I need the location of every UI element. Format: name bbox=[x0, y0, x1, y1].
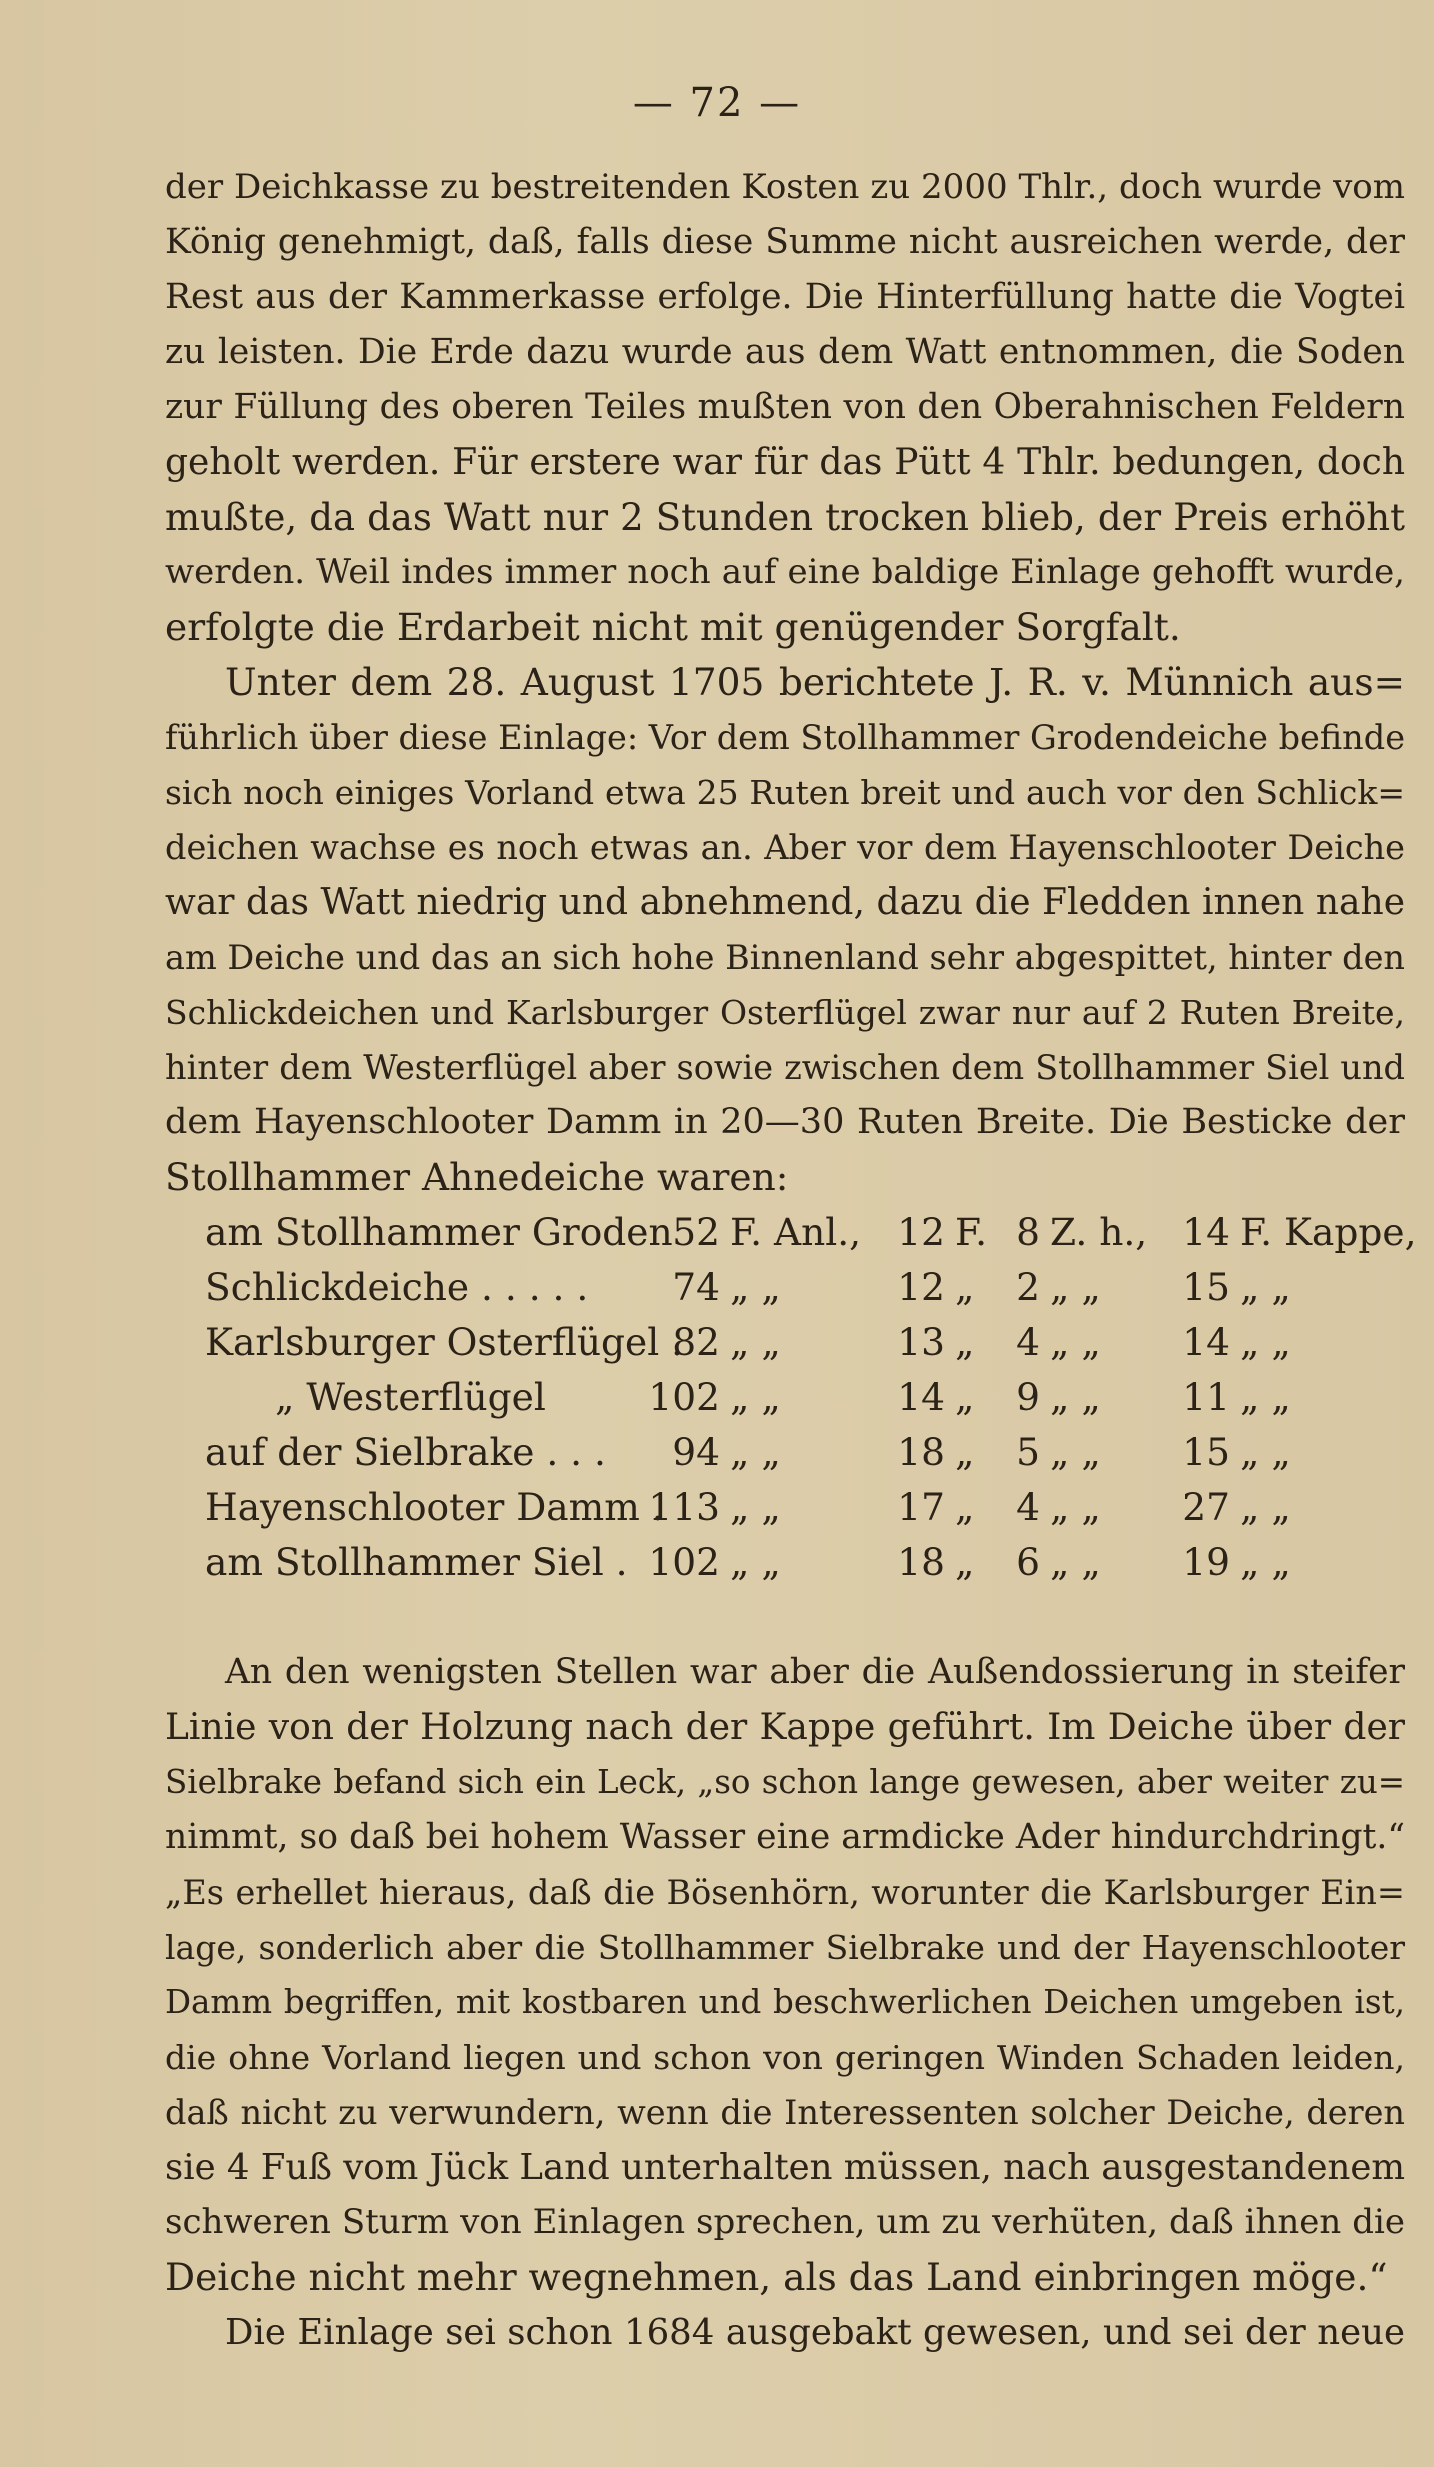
cell-unit: „ „ bbox=[730, 1430, 781, 1474]
row-label: „ Westerflügel bbox=[275, 1375, 546, 1419]
cell-value: 11 bbox=[1182, 1375, 1230, 1419]
cell-value: 12 bbox=[897, 1210, 945, 1254]
text-line: erfolgte die Erdarbeit nicht mit genügender Sorgfalt. bbox=[165, 605, 1181, 649]
cell-unit: „ „ bbox=[730, 1265, 781, 1309]
cell-unit: „ „ bbox=[730, 1375, 781, 1419]
cell-value: 14 bbox=[1182, 1210, 1230, 1254]
cell-unit: „ bbox=[955, 1265, 975, 1309]
cell-value: 19 bbox=[1182, 1540, 1230, 1584]
text-line: schweren Sturm von Einlagen sprechen, um zu verhüten, daß ihnen die bbox=[165, 2202, 1405, 2242]
row-label: auf der Sielbrake . . . bbox=[205, 1430, 606, 1474]
text-line: dem Hayenschlooter Damm in 20—30 Ruten Breite. Die Besticke der bbox=[165, 1102, 1405, 1142]
cell-unit: „ „ bbox=[1240, 1375, 1291, 1419]
cell-unit: Z. h., bbox=[1050, 1210, 1148, 1254]
cell-value: 4 bbox=[1016, 1320, 1040, 1364]
cell-value: 113 bbox=[648, 1485, 720, 1529]
cell-unit: „ bbox=[955, 1320, 975, 1364]
cell-value: 4 bbox=[1016, 1485, 1040, 1529]
cell-unit: „ „ bbox=[1240, 1320, 1291, 1364]
text-line: Stollhammer Ahnedeiche waren: bbox=[165, 1155, 789, 1199]
table-row bbox=[165, 1205, 1417, 1260]
cell-unit: „ „ bbox=[1050, 1265, 1101, 1309]
text-line: hinter dem Westerflügel aber sowie zwischen dem Stollhammer Siel und bbox=[165, 1048, 1405, 1087]
row-label: Schlickdeiche . . . . . bbox=[205, 1265, 589, 1309]
text-line: am Deiche und das an sich hohe Binnenland sehr abgespittet, hinter den bbox=[165, 938, 1405, 977]
text-line: zur Füllung des oberen Teiles mußten von den Oberahnischen Feldern bbox=[165, 387, 1405, 427]
cell-value: 15 bbox=[1182, 1430, 1230, 1474]
text-line: Unter dem 28. August 1705 berichtete J. R. v. Münnich aus= bbox=[225, 660, 1405, 704]
text-line: geholt werden. Für erstere war für das Pütt 4 Thlr. bedungen, doch bbox=[165, 442, 1405, 483]
text-line: daß nicht zu verwundern, wenn die Interessenten solcher Deiche, deren bbox=[165, 2093, 1405, 2132]
cell-unit: F. Kappe, bbox=[1240, 1210, 1417, 1254]
cell-value: 102 bbox=[648, 1375, 720, 1419]
table-row bbox=[165, 1260, 1405, 1315]
cell-value: 27 bbox=[1182, 1485, 1230, 1529]
cell-unit: F. bbox=[955, 1210, 988, 1254]
text-line: Linie von der Holzung nach der Kappe geführt. Im Deiche über der bbox=[165, 1707, 1405, 1748]
text-line: war das Watt niedrig und abnehmend, dazu die Fledden innen nahe bbox=[165, 882, 1405, 923]
paragraph-4 bbox=[165, 2305, 1405, 2360]
table-row bbox=[165, 1535, 1405, 1590]
cell-value: 74 bbox=[672, 1265, 720, 1309]
text-line: sich noch einiges Vorland etwa 25 Ruten breit und auch vor den Schlick= bbox=[165, 773, 1405, 812]
cell-unit: „ bbox=[955, 1540, 975, 1584]
paragraph-1 bbox=[165, 160, 1405, 655]
cell-value: 5 bbox=[1016, 1430, 1040, 1474]
text-line: zu leisten. Die Erde dazu wurde aus dem Watt entnommen, die Soden bbox=[165, 332, 1405, 372]
cell-unit: „ bbox=[955, 1430, 975, 1474]
cell-unit: „ „ bbox=[1240, 1430, 1291, 1474]
paragraph-3 bbox=[165, 1645, 1405, 2305]
table-row bbox=[165, 1480, 1405, 1535]
text-line: Deiche nicht mehr wegnehmen, als das Land einbringen möge.“ bbox=[165, 2255, 1388, 2299]
text-line: führlich über diese Einlage: Vor dem Stollhammer Grodendeiche befinde bbox=[165, 718, 1406, 757]
text-line: lage, sonderlich aber die Stollhammer Sielbrake und der Hayenschlooter bbox=[165, 1928, 1405, 1967]
table-row bbox=[165, 1315, 1405, 1370]
cell-unit: „ „ bbox=[1050, 1320, 1101, 1364]
row-label: am Stollhammer Siel . bbox=[205, 1540, 628, 1584]
text-line: die ohne Vorland liegen und schon von geringen Winden Schaden leiden, bbox=[165, 2038, 1405, 2077]
body-text bbox=[165, 160, 1417, 2360]
text-line: „Es erhellet hieraus, daß die Bösenhörn, worunter die Karlsburger Ein= bbox=[165, 1873, 1405, 1912]
dike-dimensions-table bbox=[165, 1205, 1417, 1645]
cell-value: 94 bbox=[672, 1430, 720, 1474]
cell-unit: „ „ bbox=[1050, 1375, 1101, 1419]
cell-unit: „ „ bbox=[730, 1540, 781, 1584]
text-line: Rest aus der Kammerkasse erfolge. Die Hinterfüllung hatte die Vogtei bbox=[165, 277, 1405, 317]
page-number: — 72 — bbox=[632, 80, 802, 126]
cell-value: 2 bbox=[1016, 1265, 1040, 1309]
row-label: am Stollhammer Groden bbox=[205, 1210, 673, 1254]
text-line: Schlickdeichen und Karlsburger Osterflügel zwar nur auf 2 Ruten Breite, bbox=[165, 993, 1405, 1032]
cell-value: 102 bbox=[648, 1540, 720, 1584]
cell-value: 8 bbox=[1016, 1210, 1040, 1254]
cell-unit: „ bbox=[955, 1375, 975, 1419]
cell-value: 13 bbox=[897, 1320, 945, 1364]
cell-unit: „ bbox=[955, 1485, 975, 1529]
text-line: mußte, da das Watt nur 2 Stunden trocken blieb, der Preis erhöht bbox=[165, 496, 1405, 539]
cell-value: 14 bbox=[1182, 1320, 1230, 1364]
cell-unit: „ „ bbox=[1050, 1485, 1101, 1529]
cell-value: 17 bbox=[897, 1485, 945, 1529]
table-row bbox=[165, 1425, 1405, 1480]
cell-value: 15 bbox=[1182, 1265, 1230, 1309]
text-line: der Deichkasse zu bestreitenden Kosten zu 2000 Thlr., doch wurde vom bbox=[165, 167, 1405, 207]
cell-unit: „ „ bbox=[1050, 1430, 1101, 1474]
cell-unit: F. Anl., bbox=[730, 1210, 862, 1254]
cell-value: 12 bbox=[897, 1265, 945, 1309]
cell-value: 14 bbox=[897, 1375, 945, 1419]
cell-unit: „ „ bbox=[1240, 1485, 1291, 1529]
paragraph-2 bbox=[165, 655, 1405, 1205]
cell-unit: „ „ bbox=[730, 1485, 781, 1529]
cell-unit: „ „ bbox=[730, 1320, 781, 1364]
text-line: An den wenigsten Stellen war aber die Außendossierung in steifer bbox=[225, 1652, 1405, 1692]
cell-unit: „ „ bbox=[1240, 1540, 1291, 1584]
row-label: Karlsburger Osterflügel . bbox=[205, 1320, 684, 1364]
text-line: Damm begriffen, mit kostbaren und beschwerlichen Deichen umgeben ist, bbox=[165, 1983, 1405, 2021]
text-line: König genehmigt, daß, falls diese Summe nicht ausreichen werde, der bbox=[165, 222, 1405, 262]
cell-unit: „ „ bbox=[1240, 1265, 1291, 1309]
text-line: Die Einlage sei schon 1684 ausgebakt gewesen, und sei der neue bbox=[225, 2312, 1405, 2353]
text-line: Sielbrake befand sich ein Leck, „so schon lange gewesen, aber weiter zu= bbox=[165, 1763, 1405, 1801]
cell-value: 82 bbox=[672, 1320, 720, 1364]
cell-value: 6 bbox=[1016, 1540, 1040, 1584]
cell-value: 18 bbox=[897, 1540, 945, 1584]
cell-value: 9 bbox=[1016, 1375, 1040, 1419]
row-label: Hayenschlooter Damm . bbox=[205, 1485, 664, 1529]
cell-value: 18 bbox=[897, 1430, 945, 1474]
cell-value: 52 bbox=[672, 1210, 720, 1254]
table-row bbox=[165, 1370, 1405, 1425]
cell-unit: „ „ bbox=[1050, 1540, 1101, 1584]
text-line: deichen wachse es noch etwas an. Aber vor dem Hayenschlooter Deiche bbox=[165, 828, 1405, 867]
text-line: sie 4 Fuß vom Jück Land unterhalten müssen, nach ausgestandenem bbox=[165, 2147, 1405, 2188]
text-line: werden. Weil indes immer noch auf eine baldige Einlage gehofft wurde, bbox=[165, 552, 1405, 592]
text-line: nimmt, so daß bei hohem Wasser eine armdicke Ader hindurchdringt.“ bbox=[165, 1817, 1405, 1857]
